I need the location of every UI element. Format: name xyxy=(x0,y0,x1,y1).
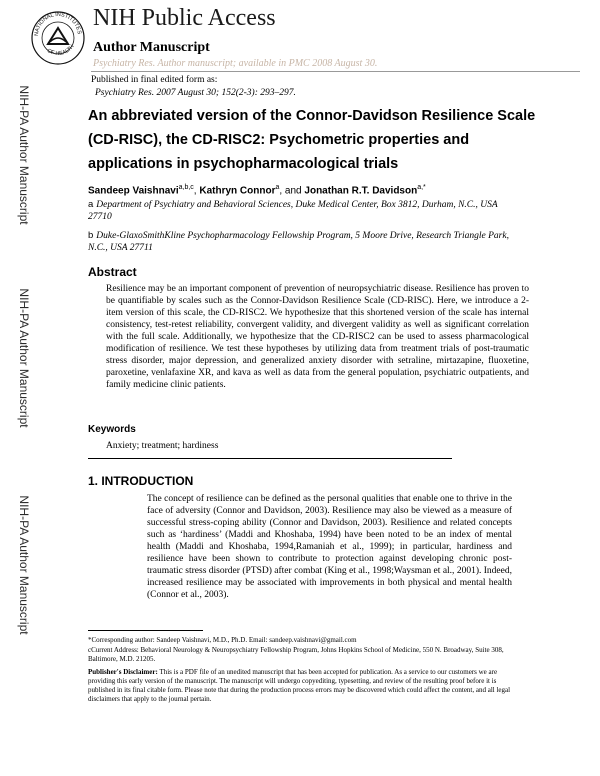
author-name: Sandeep Vaishnavi xyxy=(88,185,179,197)
footnote-divider xyxy=(88,630,203,631)
side-banner-1: NIH-PA Author Manuscript xyxy=(17,85,31,225)
affiliation-a: a Department of Psychiatry and Behavioral Sciences, Duke Medical Center, Box 3812, Durham, N.C., USA 27710 xyxy=(88,199,498,222)
header-subtitle: Author Manuscript xyxy=(93,40,210,55)
author-list: Sandeep Vaishnavi$^{a,b,c}$, Kathryn Connor$^a$, and Jonathan R.T. Davidson$^{a,*}$ xyxy=(88,184,426,197)
header-title: NIH Public Access xyxy=(93,5,276,31)
author-name: Jonathan R.T. Davidson xyxy=(304,185,418,197)
published-label: Published in final edited form as: xyxy=(91,75,218,85)
footnote-current-address: cCurrent Address: Behavioral Neurology & Neuropsychiatry Fellowship Program, Johns Hopkins School of Medicine, 550 N. Broadway, Suite 308, Baltimore, M.D. 21205. xyxy=(88,646,504,663)
author-name: Kathryn Connor xyxy=(199,185,276,197)
publisher-disclaimer xyxy=(88,668,518,704)
author-affil-mark: a,b,c xyxy=(178,184,194,191)
svg-text:NATIONAL INSTITUTES xyxy=(34,12,82,36)
nih-logo xyxy=(30,4,86,68)
abstract-text: Resilience may be an important component of prevention of neuropsychiatric disease. Resilience has proven to be quantifiable by scales such as the Connor-Davidson Resilience Scale (CD-RISC). Here, we introduce a 2-item version of this scale, the CD-RISC2. We hypothesize that this shortened version of the scale has internal consistency, test-retest reliability, convergent validity, and divergent validity as well as significant correlation with the full scale. Additionally, we hypothesize that the CD-RISC2 can be used to assess pharmacological modification of resilience. We test these hypotheses by utilizing data from treatment trials of post-traumatic stress disorder, major depression, and generalized anxiety disorder with setraline, mirtazapine, fluoxetine, paroxetine, venlafaxine XR, and kava as well as data from the general population, psychiatric outpatients, and family medicine clinic patients. xyxy=(106,284,529,390)
author-affil-mark: a xyxy=(275,184,280,191)
side-banner-3: NIH-PA Author Manuscript xyxy=(17,495,31,635)
introduction-text: The concept of resilience can be defined as the personal qualities that enable one to thrive in the face of adversity (Connor and Davidson, 2003). Resilience may also be viewed as a measure of successful stress-coping ability (Connor and Davidson, 2003). Resilience and related concepts such as ‘hardiness’ (Maddi and Khoshaba, 1994) have been noted to be an index of mental health (Maddi and Khoshaba, 1994,Ramaniah et al., 1999); in particular, hardiness and resilience have been shown to contribute to protection against developing chronic post-traumatic stress disorder (PTSD) after combat (King et al., 1998;Waysman et al., 2001). Indeed, increased resilience may be associated with improvements in both physical and mental health (Connor et al., 2003). xyxy=(147,494,512,600)
affiliation-b: b Duke-GlaxoSmithKline Psychopharmacology Fellowship Program, 5 Moore Drive, Research Triangle Park, N.C., USA 27711 xyxy=(88,230,509,253)
disclaimer-text: This is a PDF file of an unedited manuscript that has been accepted for publication. As a service to our customers we are providing this early version of the manuscript. The manuscript will undergo copyediting, typesetting, and review of the resulting proof before it is published in its final citable form. Please note that during the production process errors may be discovered which could affect the content, and all legal disclaimers that apply to the journal pertain. xyxy=(88,668,511,703)
keywords-text: Anxiety; treatment; hardiness xyxy=(106,441,219,451)
pmc-availability: Psychiatry Res. Author manuscript; available in PMC 2008 August 30. xyxy=(93,58,378,69)
logo-text-bottom: OF HEALTH xyxy=(45,43,76,57)
logo-text-top: NATIONAL INSTITUTES xyxy=(33,11,82,37)
introduction-heading: 1. INTRODUCTION xyxy=(88,474,194,488)
citation: Psychiatry Res. 2007 August 30; 152(2-3): 293–297. xyxy=(95,88,296,98)
author-affil-mark: a,* xyxy=(417,184,426,191)
side-banner-2: NIH-PA Author Manuscript xyxy=(17,288,31,428)
svg-text:OF HEALTH xyxy=(46,44,76,57)
header-divider xyxy=(91,71,580,72)
keywords-heading: Keywords xyxy=(88,424,136,435)
disclaimer-label: Publisher's Disclaimer: xyxy=(88,668,158,676)
footnote-corresponding: *Corresponding author: Sandeep Vaishnavi, M.D., Ph.D. Email: sandeep.vaishnavi@gmail.com xyxy=(88,636,357,644)
paper-title: An abbreviated version of the Connor-Davidson Resilience Scale (CD-RISC), the CD-RISC2: Psychometric properties and applications in psychopharmacological trials xyxy=(88,108,536,172)
abstract-heading: Abstract xyxy=(88,265,137,279)
keywords-divider xyxy=(88,458,452,459)
